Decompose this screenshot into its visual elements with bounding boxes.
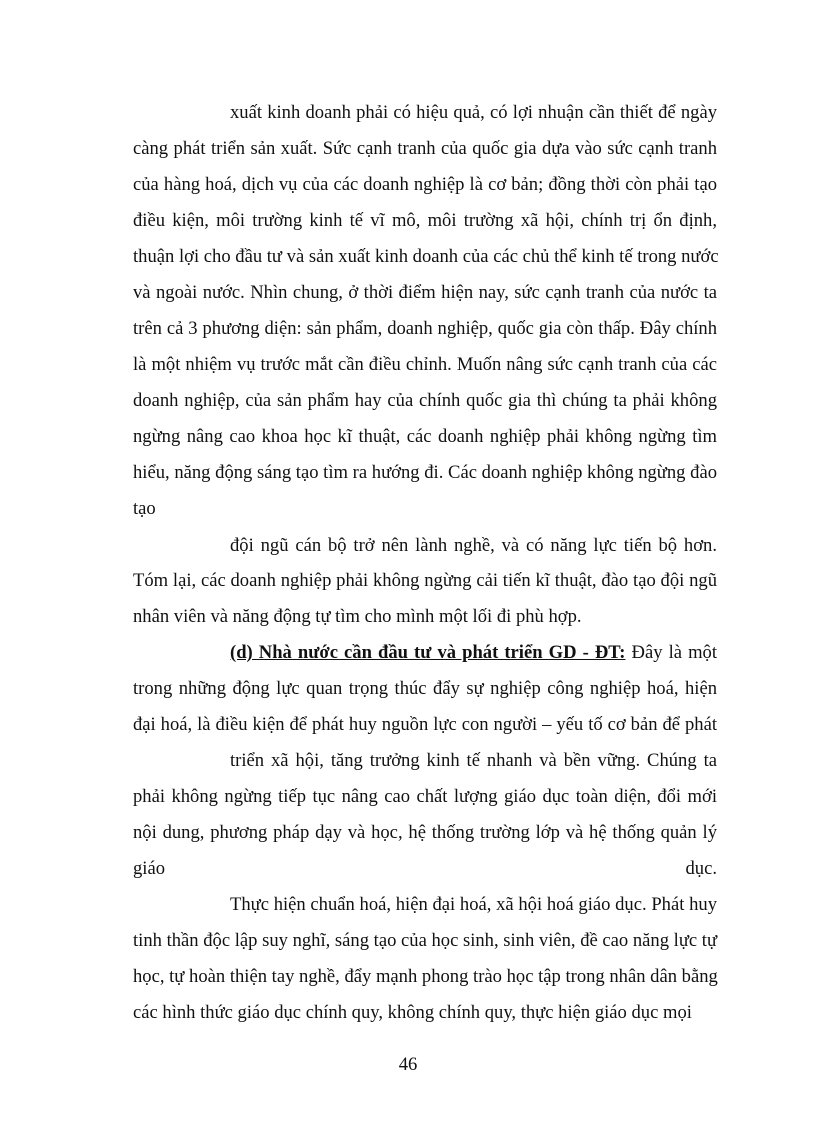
text-line: nội dung, phương pháp dạy và học, hệ thống trường lớp và hệ thống quản lý: [133, 822, 717, 843]
text-line: đại hoá, là điều kiện để phát huy nguồn lực con người – yếu tố cơ bản để phát: [133, 714, 717, 735]
text-line: triển xã hội, tăng trưởng kinh tế nhanh và bền vững. Chúng ta: [230, 750, 717, 771]
text-line: của hàng hoá, dịch vụ của các doanh nghiệp là cơ bản; đồng thời còn phải tạo: [133, 174, 717, 195]
text-line: xuất kinh doanh phải có hiệu quả, có lợi nhuận cần thiết để ngày: [230, 102, 717, 123]
text-line: và ngoài nước. Nhìn chung, ở thời điểm hiện nay, sức cạnh tranh của nước ta: [133, 282, 717, 303]
text-line: tạo: [133, 498, 156, 519]
text-line: nhân viên và năng động tự tìm cho mình một lối đi phù hợp.: [133, 606, 582, 627]
text-line: tinh thần độc lập suy nghĩ, sáng tạo của học sinh, sinh viên, đề cao năng lực tự: [133, 930, 718, 951]
text-line: là một nhiệm vụ trước mắt cần điều chỉnh. Muốn nâng sức cạnh tranh của các: [133, 354, 717, 375]
text-line: đội ngũ cán bộ trở nên lành nghề, và có năng lực tiến bộ hơn.: [230, 535, 717, 556]
text-line: doanh nghiệp, của sản phẩm hay của chính quốc gia thì chúng ta phải không: [133, 390, 717, 411]
text-line: trên cả 3 phương diện: sản phẩm, doanh nghiệp, quốc gia còn thấp. Đây chính: [133, 318, 717, 339]
text-line: giáo dục.: [133, 858, 717, 879]
section-heading: (d) Nhà nước cần đầu tư và phát triển GD - ĐT:: [230, 642, 626, 663]
text-line: trong những động lực quan trọng thúc đẩy sự nghiệp công nghiệp hoá, hiện: [133, 678, 717, 699]
text-line: ngừng nâng cao khoa học kĩ thuật, các doanh nghiệp phải không ngừng tìm: [133, 426, 717, 447]
text-line: Thực hiện chuẩn hoá, hiện đại hoá, xã hội hoá giáo dục. Phát huy: [230, 894, 717, 915]
text-line: học, tự hoàn thiện tay nghề, đẩy mạnh phong trào học tập trong nhân dân bằng: [133, 966, 718, 987]
page-number: 46: [398, 1054, 418, 1075]
text-line: phải không ngừng tiếp tục nâng cao chất lượng giáo dục toàn diện, đổi mới: [133, 786, 717, 807]
text-line: thuận lợi cho đầu tư và sản xuất kinh doanh của các chủ thể kinh tế trong nước: [133, 246, 719, 267]
section-heading-line: [230, 642, 717, 664]
text-fragment: Đây là một: [631, 642, 717, 663]
text-line: Tóm lại, các doanh nghiệp phải không ngừng cải tiến kĩ thuật, đào tạo đội ngũ: [133, 570, 717, 591]
text-line: các hình thức giáo dục chính quy, không chính quy, thực hiện giáo dục mọi: [133, 1002, 692, 1023]
text-line: điều kiện, môi trường kinh tế vĩ mô, môi trường xã hội, chính trị ổn định,: [133, 210, 717, 231]
text-line: hiểu, năng động sáng tạo tìm ra hướng đi. Các doanh nghiệp không ngừng đào: [133, 462, 717, 483]
text-line: càng phát triển sản xuất. Sức cạnh tranh của quốc gia dựa vào sức cạnh tranh: [133, 138, 717, 159]
